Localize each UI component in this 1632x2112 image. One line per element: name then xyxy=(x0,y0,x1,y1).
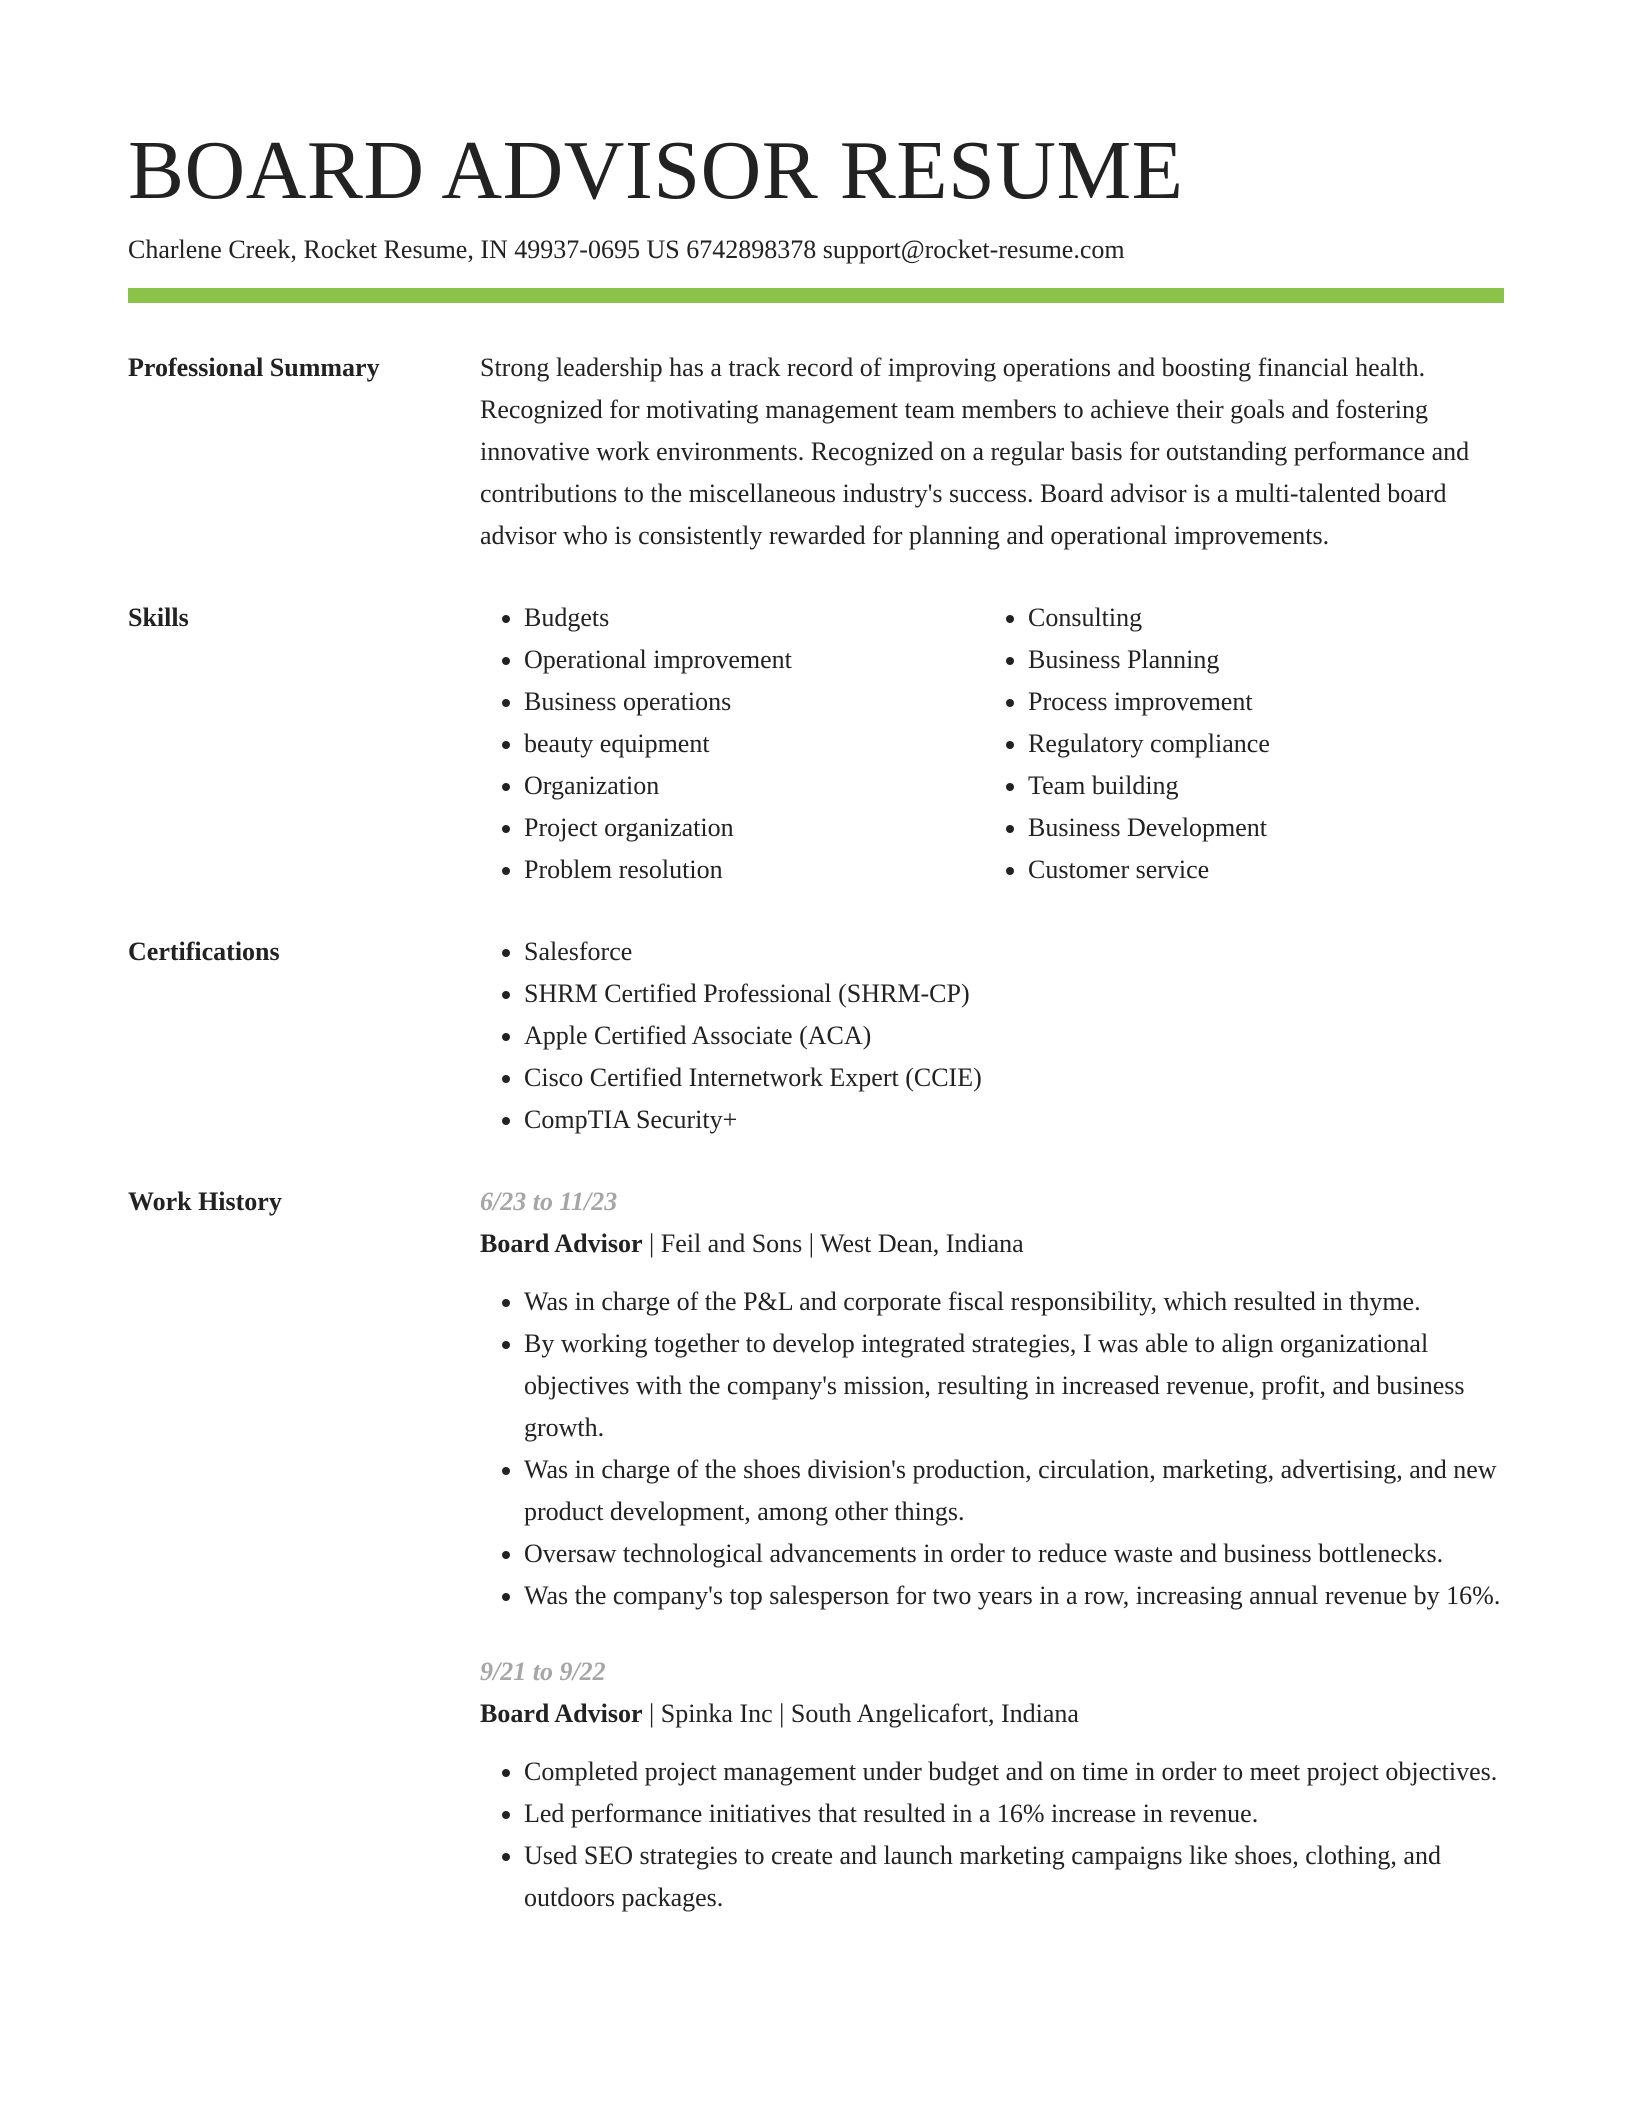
certification-item: • Cisco Certified Internetwork Expert (CCIE) xyxy=(524,1057,1504,1099)
skill-item: • Business Planning xyxy=(1028,639,1548,681)
accent-divider xyxy=(128,288,1504,303)
job-heading xyxy=(480,1693,1504,1735)
skill-item: • Team building xyxy=(1028,765,1548,807)
job-bullet: • Led performance initiatives that resulted in a 16% increase in revenue. xyxy=(524,1793,1504,1835)
job-bullet: • Oversaw technological advancements in order to reduce waste and business bottlenecks. xyxy=(524,1533,1504,1575)
job-bullet: • By working together to develop integrated strategies, I was able to align organizational objectives with the company's mission, resulting in increased revenue, profit, and business growth. xyxy=(524,1323,1504,1449)
skill-item: • Problem resolution xyxy=(524,849,984,891)
job-details: | Spinka Inc | South Angelicafort, Indiana xyxy=(642,1699,1079,1728)
certification-item: • SHRM Certified Professional (SHRM-CP) xyxy=(524,973,1504,1015)
page-title: BOARD ADVISOR RESUME xyxy=(128,124,1184,217)
skill-item: • Process improvement xyxy=(1028,681,1548,723)
contact-email: support@rocket-resume.com xyxy=(822,235,1125,264)
job-bullets xyxy=(480,1751,1504,1919)
job-details: | Feil and Sons | West Dean, Indiana xyxy=(642,1229,1024,1258)
skills-column-1 xyxy=(480,597,984,891)
skill-item: • Budgets xyxy=(524,597,984,639)
section-label-summary: Professional Summary xyxy=(128,353,380,382)
certification-item: • Apple Certified Associate (ACA) xyxy=(524,1015,1504,1057)
section-label-certifications: Certifications xyxy=(128,937,280,966)
job-bullet: • Used SEO strategies to create and launch marketing campaigns like shoes, clothing, and outdoors packages. xyxy=(524,1835,1504,1919)
contact-name: Charlene Creek, xyxy=(128,235,297,264)
job-title: Board Advisor xyxy=(480,1699,643,1728)
certifications-list xyxy=(480,931,1504,1141)
skills-column-2 xyxy=(984,597,1548,891)
certification-item: • Salesforce xyxy=(524,931,1504,973)
job-bullet: • Completed project management under budget and on time in order to meet project objectives. xyxy=(524,1751,1504,1793)
section-content-certifications xyxy=(480,931,1504,1141)
section-skills xyxy=(128,597,1504,891)
contact-phone: 6742898378 xyxy=(686,235,817,264)
skill-item: • Consulting xyxy=(1028,597,1548,639)
skill-item: • Regulatory compliance xyxy=(1028,723,1548,765)
contact-line xyxy=(128,232,1504,268)
section-certifications xyxy=(128,931,1504,1141)
job-bullet: • Was in charge of the P&L and corporate fiscal responsibility, which resulted in thyme. xyxy=(524,1281,1504,1323)
skill-item: • Operational improvement xyxy=(524,639,984,681)
skill-item: • Organization xyxy=(524,765,984,807)
skills-grid xyxy=(480,597,1504,891)
section-label-skills: Skills xyxy=(128,603,189,632)
skill-item: • Business operations xyxy=(524,681,984,723)
job-dates: 6/23 to 11/23 xyxy=(480,1187,618,1216)
section-content-work-history xyxy=(480,1181,1504,1919)
job-entry xyxy=(480,1651,1504,1919)
job-title: Board Advisor xyxy=(480,1229,643,1258)
skill-item: • Customer service xyxy=(1028,849,1548,891)
skill-item: • Business Development xyxy=(1028,807,1548,849)
section-label-work-history: Work History xyxy=(128,1187,282,1216)
summary-text: Strong leadership has a track record of improving operations and boosting financial health. Recognized for motivating management team members to achieve their goals and fostering innovative work environments. Recognized on a regular basis for outstanding performance and contributions to the miscellaneous industry's success. Board advisor is a multi-talented board advisor who is consistently rewarded for planning and operational improvements. xyxy=(480,353,1470,550)
job-dates: 9/21 to 9/22 xyxy=(480,1657,606,1686)
contact-city: Rocket Resume, xyxy=(303,235,474,264)
job-heading xyxy=(480,1223,1504,1265)
certification-item: • CompTIA Security+ xyxy=(524,1099,1504,1141)
section-content-summary xyxy=(480,347,1504,557)
skill-item: • Project organization xyxy=(524,807,984,849)
contact-region: IN 49937-0695 US xyxy=(480,235,680,264)
section-professional-summary xyxy=(128,347,1504,557)
job-bullets xyxy=(480,1281,1504,1617)
skill-item: • beauty equipment xyxy=(524,723,984,765)
section-work-history xyxy=(128,1181,1504,1919)
job-entry xyxy=(480,1181,1504,1617)
job-bullet: • Was the company's top salesperson for two years in a row, increasing annual revenue by 16%. xyxy=(524,1575,1504,1617)
job-bullet: • Was in charge of the shoes division's production, circulation, marketing, advertising, and new product development, among other things. xyxy=(524,1449,1504,1533)
